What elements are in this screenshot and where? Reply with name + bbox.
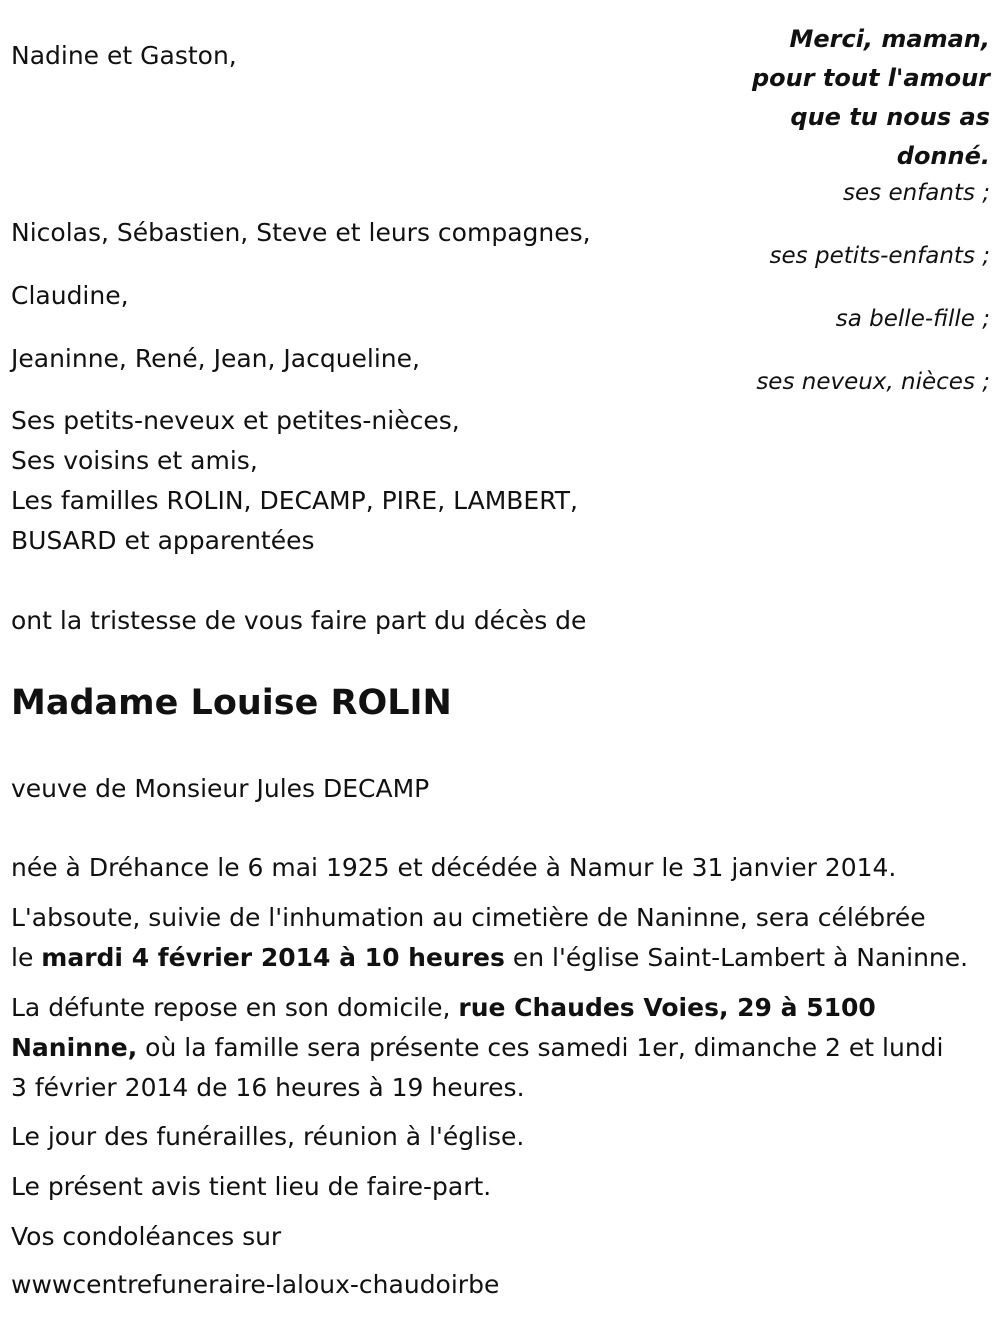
ceremony-line-1: L'absoute, suivie de l'inhumation au cimetière de Naninne, sera célébrée	[11, 903, 926, 932]
ceremony-datetime: mardi 4 février 2014 à 10 heures	[41, 943, 505, 972]
other-relatives-4: BUSARD et apparentées	[11, 526, 315, 555]
visitation-line-1	[11, 988, 876, 1028]
other-relatives-2: Ses voisins et amis,	[11, 446, 258, 475]
condolences-label: Vos condoléances sur	[11, 1222, 282, 1251]
ceremony-place: en l'église Saint-Lambert à Naninne.	[504, 943, 969, 972]
ceremony-prefix: le	[11, 943, 42, 972]
condolences-website[interactable]: wwwcentrefuneraire-laloux-chaudoirbe	[11, 1270, 500, 1299]
ceremony-line-2	[11, 938, 968, 978]
visitation-address-1: rue Chaudes Voies, 29 à 5100	[458, 993, 876, 1022]
birth-death-dates: née à Dréhance le 6 mai 1925 et décédée à Namur le 31 janvier 2014.	[11, 853, 897, 882]
grandchildren-names: Nicolas, Sébastien, Steve et leurs compagnes,	[11, 218, 591, 247]
role-children: ses enfants ;	[843, 180, 990, 206]
role-daughter-in-law: sa belle-fille ;	[835, 306, 990, 332]
meeting-note: Le jour des funérailles, réunion à l'église.	[11, 1122, 525, 1151]
deceased-name: Madame Louise ROLIN	[11, 683, 452, 723]
visitation-address-2: Naninne,	[11, 1033, 138, 1062]
visitation-prefix: La défunte repose en son domicile,	[11, 993, 459, 1022]
spouse-info: veuve de Monsieur Jules DECAMP	[11, 774, 430, 803]
visitation-line-3: 3 février 2014 de 16 heures à 19 heures.	[11, 1073, 525, 1102]
nephews-names: Jeaninne, René, Jean, Jacqueline,	[11, 344, 420, 373]
daughter-in-law-name: Claudine,	[11, 281, 129, 310]
visitation-line-2	[11, 1028, 944, 1068]
quote-line-3: que tu nous as	[790, 103, 990, 131]
role-grandchildren: ses petits-enfants ;	[769, 243, 990, 269]
quote-line-4: donné.	[896, 142, 990, 170]
other-relatives-1: Ses petits-neveux et petites-nièces,	[11, 406, 460, 435]
quote-line-1: Merci, maman,	[789, 25, 990, 53]
children-names: Nadine et Gaston,	[11, 41, 237, 70]
role-nephews-nieces: ses neveux, nièces ;	[756, 369, 990, 395]
notice-note: Le présent avis tient lieu de faire-part.	[11, 1172, 492, 1201]
visitation-text: où la famille sera présente ces samedi 1er, dimanche 2 et lundi	[137, 1033, 944, 1062]
announcement-text: ont la tristesse de vous faire part du décès de	[11, 606, 587, 635]
tribute-quote	[752, 20, 990, 176]
other-relatives-3: Les familles ROLIN, DECAMP, PIRE, LAMBERT,	[11, 486, 578, 515]
quote-line-2: pour tout l'amour	[751, 64, 990, 92]
